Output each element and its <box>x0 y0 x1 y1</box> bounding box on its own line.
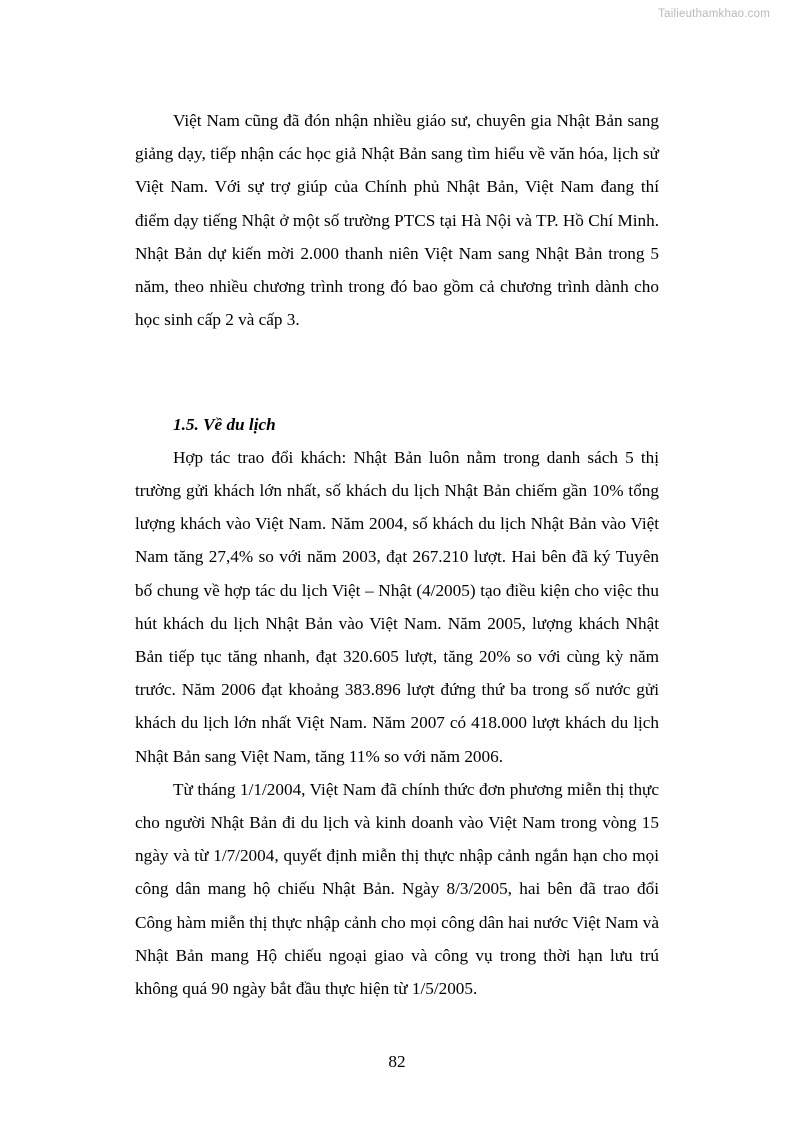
paragraph-intellectual-exchange: Việt Nam cũng đã đón nhận nhiều giáo sư, chuyên gia Nhật Bản sang giảng dạy, tiếp nhận các học giả Nhật Bản sang tìm hiểu về văn hóa, lịch sử Việt Nam. Với sự trợ giúp của Chính phủ Nhật Bản, Việt Nam đang thí điểm dạy tiếng Nhật ở một số trường PTCS tại Hà Nội và TP. Hồ Chí Minh. Nhật Bản dự kiến mời 2.000 thanh niên Việt Nam sang Nhật Bản trong 5 năm, theo nhiều chương trình trong đó bao gồm cả chương trình dành cho học sinh cấp 2 và cấp 3. <box>135 111 659 330</box>
section-heading-tourism: 1.5. Về du lịch <box>173 414 276 434</box>
watermark-text: Tailieuthamkhao.com <box>658 8 770 20</box>
page-content <box>135 104 659 1005</box>
page-number: 82 <box>388 1052 406 1071</box>
section-heading-block <box>135 408 659 441</box>
paragraph-tourism-statistics: Hợp tác trao đổi khách: Nhật Bản luôn nằm trong danh sách 5 thị trường gửi khách lớn nhất, số khách du lịch Nhật Bản chiếm gần 10% tổng lượng khách vào Việt Nam. Năm 2004, số khách du lịch Nhật Bản vào Việt Nam tăng 27,4% so với năm 2003, đạt 267.210 lượt. Hai bên đã ký Tuyên bố chung về hợp tác du lịch Việt – Nhật (4/2005) tạo điều kiện cho việc thu hút khách du lịch Nhật Bản vào Việt Nam. Năm 2005, lượng khách Nhật Bản tiếp tục tăng nhanh, đạt 320.605 lượt, tăng 20% so với cùng kỳ năm trước. Năm 2006 đạt khoảng 383.896 lượt đứng thứ ba trong số nước gửi khách du lịch lớn nhất Việt Nam. Năm 2007 có 418.000 lượt khách du lịch Nhật Bản sang Việt Nam, tăng 11% so với năm 2006. <box>135 447 659 766</box>
paragraph-spacer <box>135 336 659 369</box>
paragraph-visa-exemption: Từ tháng 1/1/2004, Việt Nam đã chính thức đơn phương miễn thị thực cho người Nhật Bản đi du lịch và kinh doanh vào Việt Nam trong vòng 15 ngày và từ 1/7/2004, quyết định miễn thị thực nhập cảnh ngắn hạn cho mọi công dân mang hộ chiếu Nhật Bản. Ngày 8/3/2005, hai bên đã trao đổi Công hàm miễn thị thực nhập cảnh cho mọi công dân hai nước Việt Nam và Nhật Bản mang Hộ chiếu ngoại giao và công vụ trong thời hạn lưu trú không quá 90 ngày bắt đầu thực hiện từ 1/5/2005. <box>135 779 659 999</box>
